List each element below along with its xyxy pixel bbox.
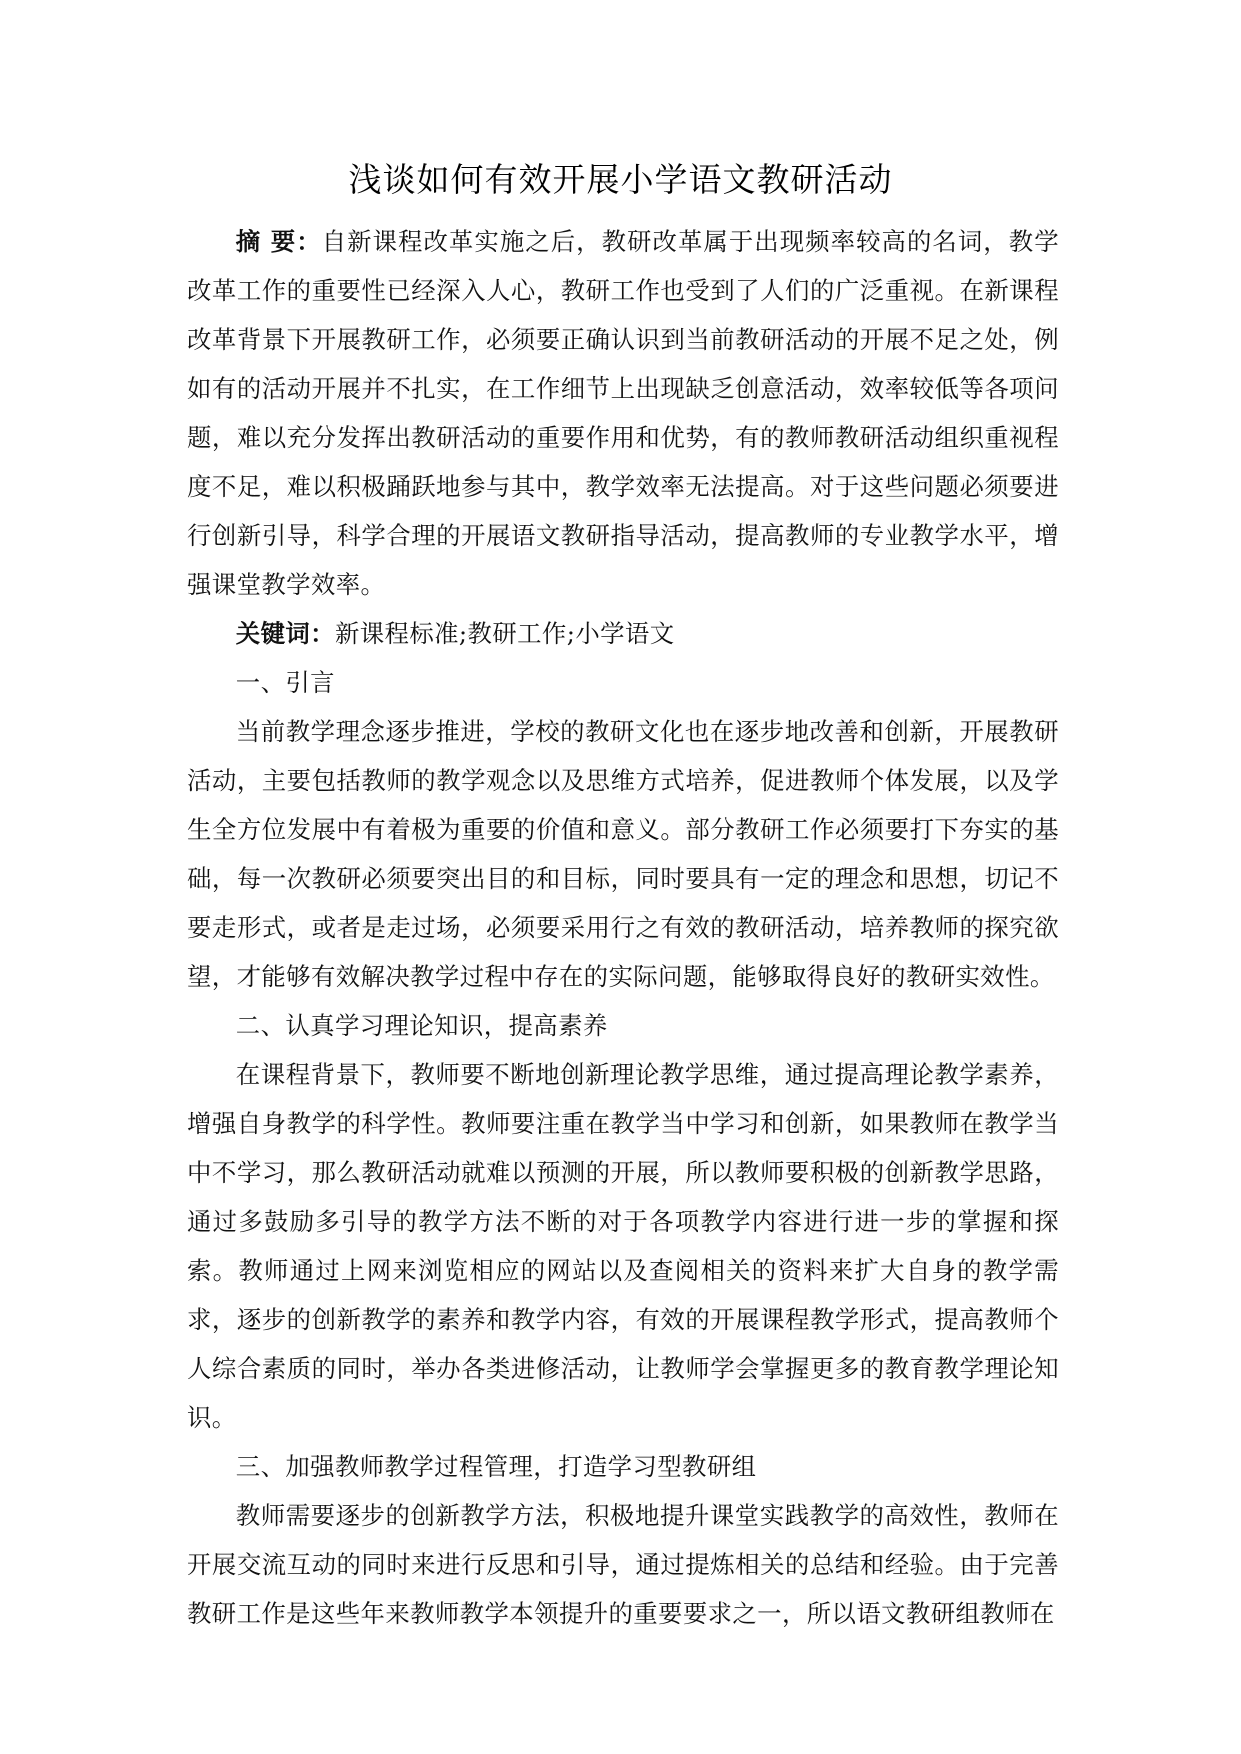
document-body xyxy=(187,217,1059,1638)
section-paragraph-introduction: 当前教学理念逐步推进，学校的教研文化也在逐步地改善和创新，开展教研活动，主要包括教师的教学观念以及思维方式培养，促进教师个体发展，以及学生全方位发展中有着极为重要的价值和意义。部分教研工作必须要打下夯实的基础，每一次教研必须要突出目的和目标，同时要具有一定的理念和思想，切记不要走形式，或者是走过场，必须要采用行之有效的教研活动，培养教师的探究欲望，才能够有效解决教学过程中存在的实际问题，能够取得良好的教研实效性。 xyxy=(187,717,1059,991)
keywords-text: 新课程标准;教研工作;小学语文 xyxy=(334,619,675,648)
section-paragraph-theory: 在课程背景下，教师要不断地创新理论教学思维，通过提高理论教学素养，增强自身教学的科学性。教师要注重在教学当中学习和创新，如果教师在教学当中不学习，那么教研活动就难以预测的开展，所以教师要积极的创新教学思路，通过多鼓励多引导的教学方法不断的对于各项教学内容进行进一步的掌握和探索。教师通过上网来浏览相应的网站以及查阅相关的资料来扩大自身的教学需求，逐步的创新教学的素养和教学内容，有效的开展课程教学形式，提高教师个人综合素质的同时，举办各类进修活动，让教师学会掌握更多的教育教学理论知识。 xyxy=(187,1060,1059,1432)
section-paragraph-management: 教师需要逐步的创新教学方法，积极地提升课堂实践教学的高效性，教师在开展交流互动的同时来进行反思和引导，通过提炼相关的总结和经验。由于完善教研工作是这些年来教师教学本领提升的重要要求之一，所以语文教研组教师在 xyxy=(187,1501,1059,1628)
document-title: 浅谈如何有效开展小学语文教研活动 xyxy=(348,160,893,199)
section-heading-introduction: 一、引言 xyxy=(235,668,335,697)
abstract-paragraph xyxy=(187,217,1059,609)
section-heading-management: 三、加强教师教学过程管理，打造学习型教研组 xyxy=(235,1452,757,1481)
keywords-line xyxy=(187,609,1059,658)
abstract-label: 摘 要： xyxy=(235,227,322,256)
abstract-text: 自新课程改革实施之后，教研改革属于出现频率较高的名词，教学改革工作的重要性已经深入人心，教研工作也受到了人们的广泛重视。在新课程改革背景下开展教研工作，必须要正确认识到当前教研活动的开展不足之处，例如有的活动开展并不扎实，在工作细节上出现缺乏创意活动，效率较低等各项问题，难以充分发挥出教研活动的重要作用和优势，有的教师教研活动组织重视程度不足，难以积极踊跃地参与其中，教学效率无法提高。对于这些问题必须要进行创新引导，科学合理的开展语文教研指导活动，提高教师的专业教学水平，增强课堂教学效率。 xyxy=(187,227,1059,599)
section-heading-theory: 二、认真学习理论知识，提高素养 xyxy=(235,1011,608,1040)
keywords-label: 关键词： xyxy=(235,619,335,648)
